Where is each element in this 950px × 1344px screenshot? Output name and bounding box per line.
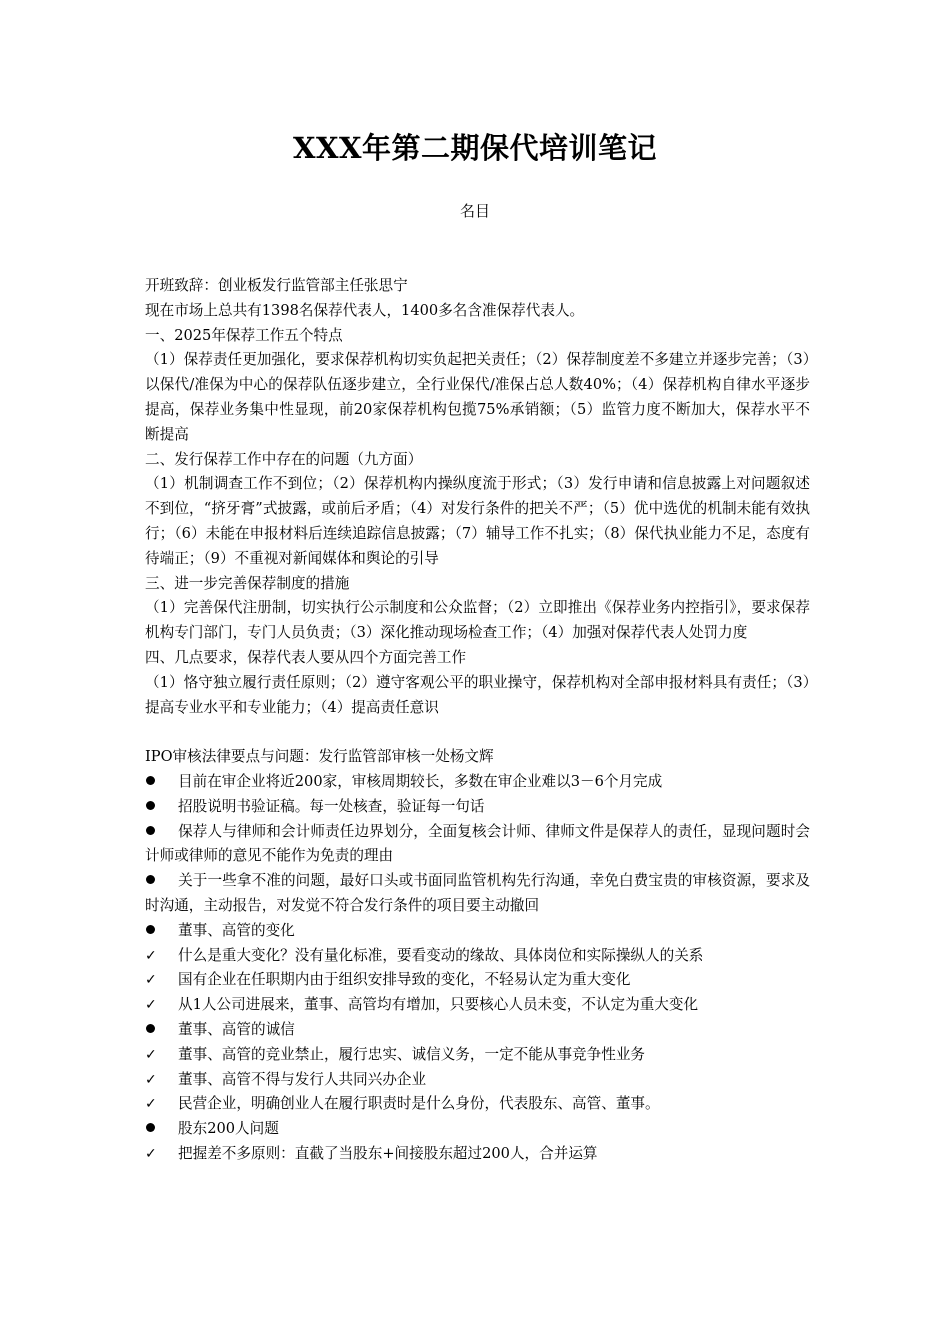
filled-circle-icon	[146, 1024, 155, 1033]
bullet-dot-icon	[145, 1117, 178, 1142]
check-item	[145, 1092, 810, 1117]
check-item	[145, 968, 810, 993]
bullet-text: 什么是重大变化？没有量化标准，要看变动的缘故、具体岗位和实际操纵人的关系	[178, 946, 704, 964]
bullet-text: 董事、高管的诚信	[178, 1020, 295, 1038]
bullet-item	[145, 919, 810, 944]
ipo-section-heading: IPO审核法律要点与问题：发行监管部审核一处杨文辉	[145, 748, 494, 766]
heading-five-features: 一、2025年保荐工作五个特点	[145, 326, 343, 344]
filled-circle-icon	[146, 801, 155, 810]
bullet-dot-icon	[145, 820, 178, 845]
filled-circle-icon	[146, 826, 155, 835]
bullet-text: 招股说明书验证稿。每一处核查，验证每一句话	[178, 797, 485, 815]
bullet-text: 董事、高管的变化	[178, 921, 295, 939]
checkmark-icon: ✓	[145, 1046, 157, 1063]
bullet-text: 董事、高管的竞业禁止，履行忠实、诚信义务，一定不能从事竞争性业务	[178, 1045, 646, 1063]
bullet-dot-icon	[145, 869, 178, 894]
bullet-text: 民营企业，明确创业人在履行职责时是什么身份，代表股东、高管、董事。	[178, 1095, 660, 1113]
bullet-text: 保荐人与律师和会计师责任边界划分，全面复核会计师、律师文件是保荐人的责任，显现问题时会计师或律师的意见不能作为免责的理由	[145, 822, 810, 865]
bullet-dot-icon	[145, 770, 178, 795]
bullet-item	[145, 1117, 810, 1142]
opening-speech-line: 开班致辞：创业板发行监管部主任张思宁	[145, 277, 408, 294]
paragraph-requirements: （1）恪守独立履行责任原则；（2）遵守客观公平的职业操守，保荐机构对全部申报材料具有责任；（3）提高专业水平和专业能力；（4）提高责任意识	[145, 673, 810, 716]
filled-circle-icon	[146, 1123, 155, 1132]
check-item	[145, 993, 810, 1018]
document-body	[145, 274, 810, 1167]
checkmark-icon: ✓	[145, 1096, 157, 1113]
check-item	[145, 1142, 810, 1167]
bullet-text: 董事、高管不得与发行人共同兴办企业	[178, 1070, 427, 1088]
checkmark-icon: ✓	[145, 1071, 157, 1088]
filled-circle-icon	[146, 776, 155, 785]
bullet-list	[145, 770, 810, 1167]
bullet-item	[145, 795, 810, 820]
check-item	[145, 1068, 810, 1093]
bullet-item	[145, 869, 810, 919]
market-stat-line: 现在市场上总共有1398名保荐代表人，1400多名含准保荐代表人。	[145, 301, 585, 319]
paragraph-problems: （1）机制调查工作不到位；（2）保荐机构内操纵度流于形式；（3）发行申请和信息披露上对问题叙述不到位，“挤牙膏”式披露，或前后矛盾；（4）对发行条件的把关不严；（5）优中选优的机制未能有效执行；（6）未能在申报材料后连续追踪信息披露；（7）辅导工作不扎实；（8）保代执业能力不足，态度有待端正；（9）不重视对新闻媒体和舆论的引导	[145, 475, 810, 567]
filled-circle-icon	[146, 875, 155, 884]
paragraph-measures: （1）完善保代注册制，切实执行公示制度和公众监督；（2）立即推出《保荐业务内控指引》，要求保荐机构专门部门，专门人员负责；（3）深化推动现场检查工作；（4）加强对保荐代表人处罚力度	[145, 599, 810, 642]
bullet-item	[145, 820, 810, 870]
heading-measures: 三、进一步完善保荐制度的措施	[145, 574, 350, 592]
bullet-dot-icon	[145, 919, 178, 944]
bullet-text: 目前在审企业将近200家，审核周期较长，多数在审企业难以3－6个月完成	[178, 772, 663, 790]
paragraph-five-features: （1）保荐责任更加强化，要求保荐机构切实负起把关责任；（2）保荐制度差不多建立并逐步完善；（3）以保代/准保为中心的保荐队伍逐步建立，全行业保代/准保占总人数40%；（4）保荐机构自律水平逐步提高，保荐业务集中性显现，前20家保荐机构包揽75%承销额；（5）监管力度不断加大，保荐水平不断提高	[145, 351, 810, 443]
heading-problems: 二、发行保荐工作中存在的问题（九方面）	[145, 450, 423, 468]
checkmark-icon: ✓	[145, 947, 157, 964]
check-item	[145, 1043, 810, 1068]
checkmark-icon: ✓	[145, 997, 157, 1014]
bullet-text: 关于一些拿不准的问题，最好口头或书面同监管机构先行沟通，幸免白费宝贵的审核资源，要求及时沟通，主动报告，对发觉不符合发行条件的项目要主动撤回	[145, 872, 810, 914]
filled-circle-icon	[146, 925, 155, 934]
bullet-text: 从1人公司进展来，董事、高管均有增加，只要核心人员未变，不认定为重大变化	[178, 996, 699, 1014]
blank-line	[145, 720, 810, 745]
document-subtitle: 名目	[459, 202, 490, 220]
checkmark-icon: ✓	[145, 972, 157, 989]
document-title: XXX年第二期保代培训笔记	[292, 131, 657, 165]
bullet-dot-icon	[145, 1018, 178, 1043]
bullet-item	[145, 770, 810, 795]
bullet-text: 国有企业在任职期内由于组织安排导致的变化，不轻易认定为重大变化	[178, 971, 631, 989]
check-item	[145, 944, 810, 969]
bullet-item	[145, 1018, 810, 1043]
bullet-text: 股东200人问题	[178, 1120, 279, 1138]
bullet-dot-icon	[145, 795, 178, 820]
bullet-text: 把握差不多原则：直截了当股东+间接股东超过200人，合并运算	[178, 1144, 598, 1162]
checkmark-icon: ✓	[145, 1145, 157, 1162]
heading-requirements: 四、几点要求，保荐代表人要从四个方面完善工作	[145, 648, 467, 666]
